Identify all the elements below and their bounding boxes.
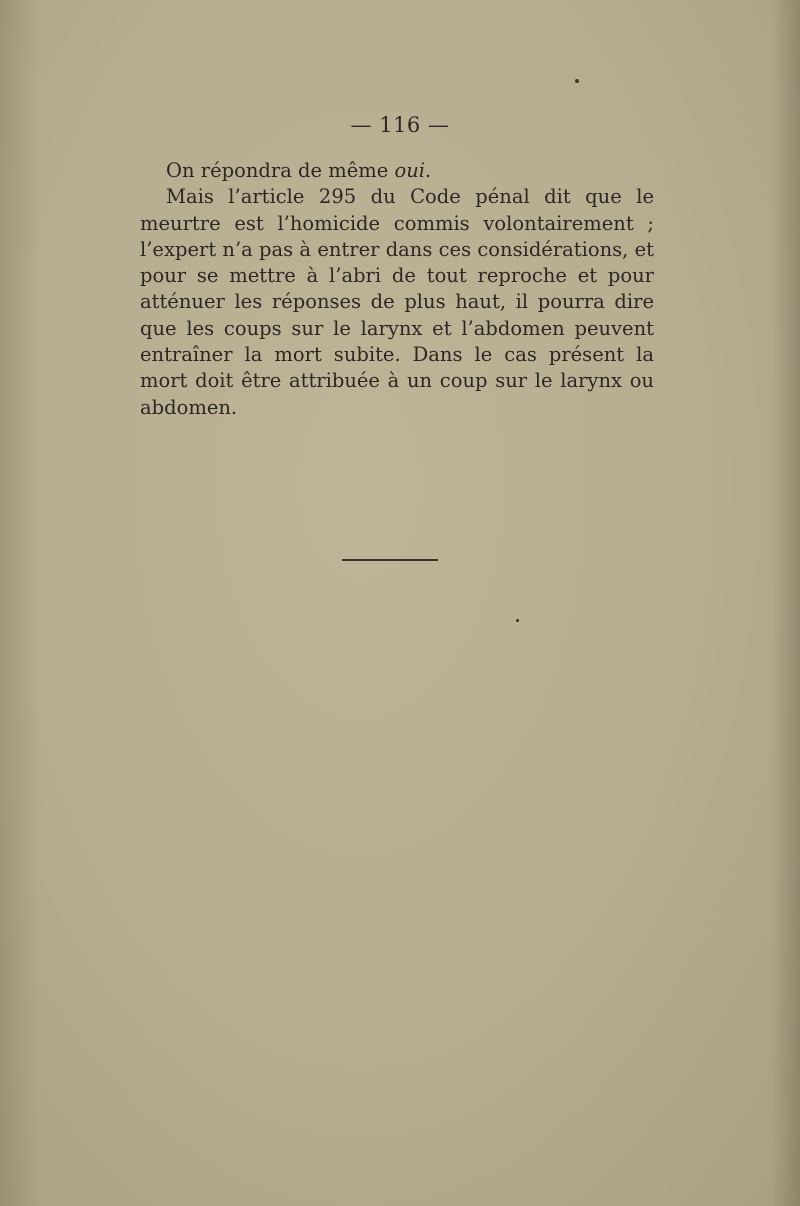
paragraph-punctuation: . [425, 159, 432, 182]
page-number: — 116 — [350, 113, 450, 137]
emphasized-word: oui [394, 159, 426, 182]
paragraph [140, 158, 654, 184]
paragraph [140, 184, 654, 421]
page-edge-shadow [770, 0, 800, 1206]
page-gutter-shadow [0, 0, 40, 1206]
ink-spot [575, 79, 579, 83]
ink-spot [516, 619, 519, 622]
paragraph-text: Mais l’article 295 du Code pénal dit que le meurtre est l’homicide commis volontairement ; l’expert n’a pas à entrer dans ces considérations, et pour se mettre à l’abri de tout reproche et pour atténuer les réponses de plus haut, il pourra dire que les coups sur le larynx et l’abdomen peuvent entraîner la mort subite. Dans le cas présent la mort doit être attribuée à un coup sur le larynx ou abdomen. [140, 185, 654, 419]
paragraph-text: On répondra de même [166, 159, 395, 182]
body-text [140, 158, 654, 421]
section-end-rule [342, 559, 438, 561]
